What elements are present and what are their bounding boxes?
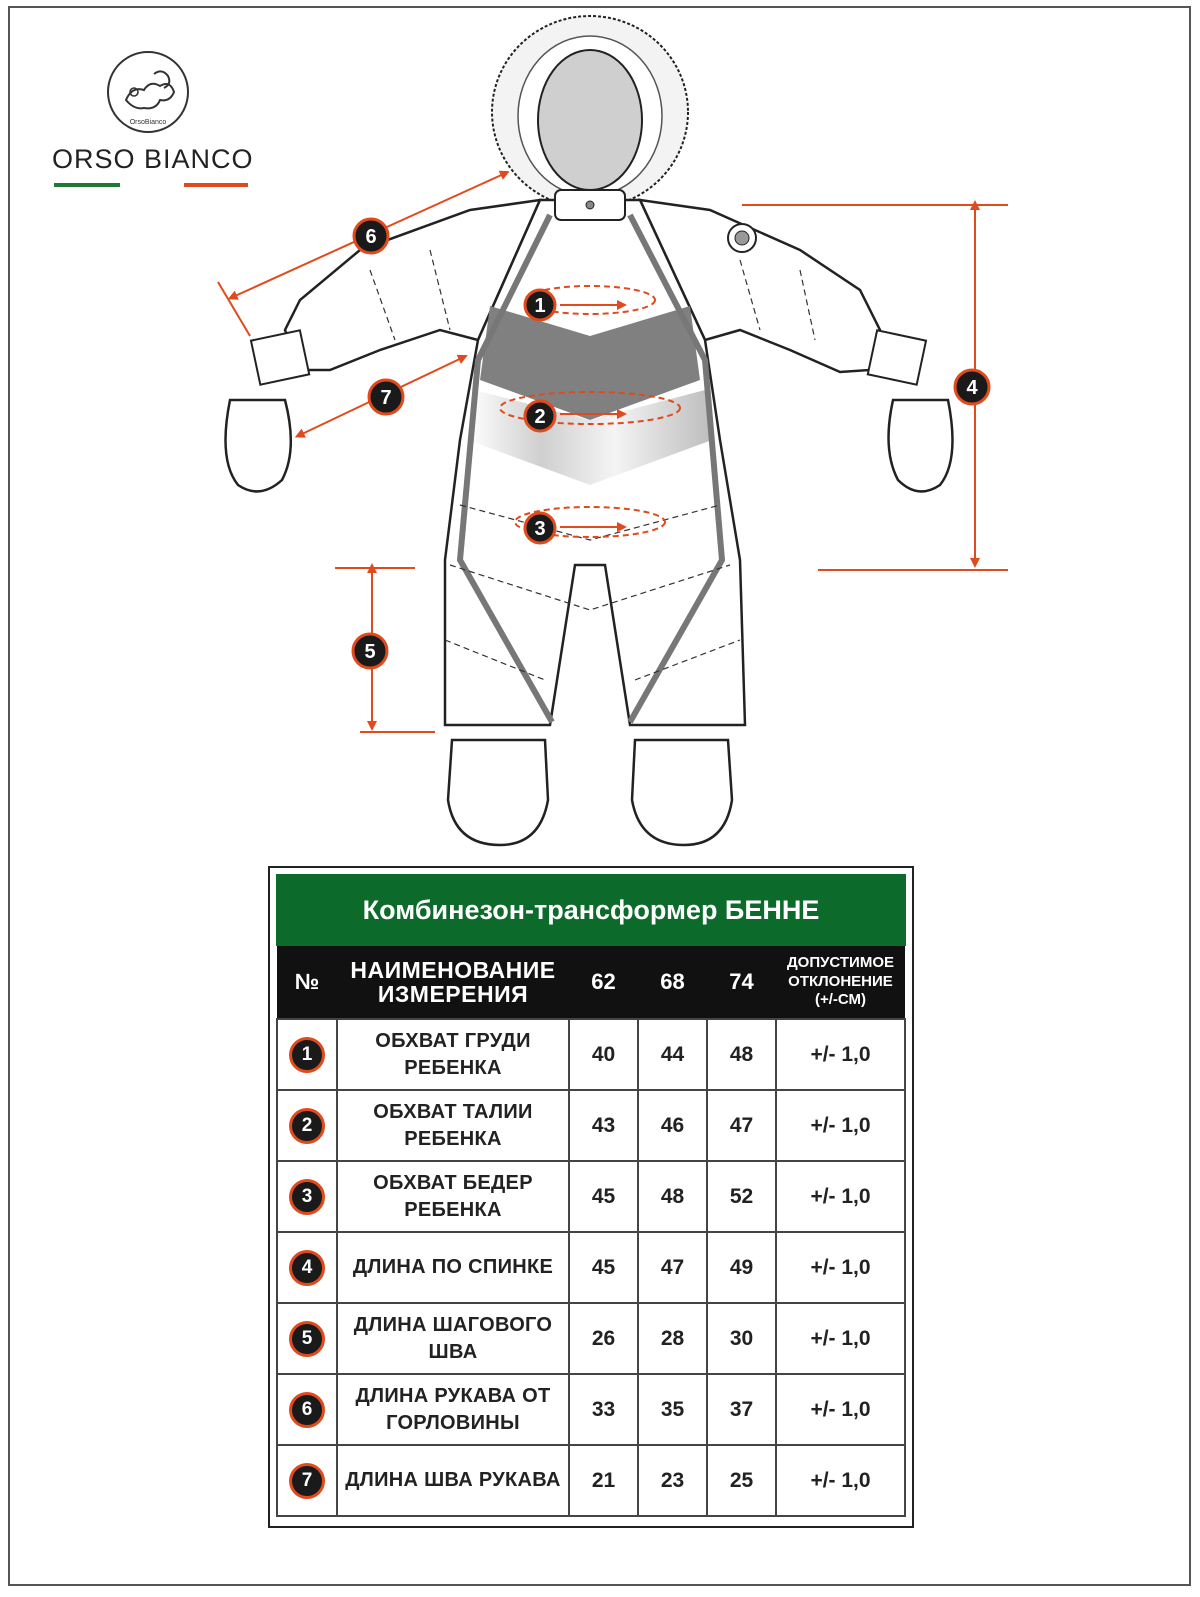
header-size-68: 68 xyxy=(638,946,707,1019)
row-number-badge: 3 xyxy=(289,1179,325,1215)
row-number-badge: 2 xyxy=(289,1108,325,1144)
measurement-name: ДЛИНА ПО СПИНКЕ xyxy=(337,1232,569,1303)
size-table xyxy=(276,946,906,1517)
measurement-name: ДЛИНА РУКАВА ОТ ГОРЛОВИНЫ xyxy=(337,1374,569,1445)
table-row xyxy=(277,1303,905,1374)
svg-text:4: 4 xyxy=(966,377,978,399)
logo-mark-text: OrsoBianco xyxy=(129,119,167,126)
value-62: 40 xyxy=(569,1019,638,1090)
svg-text:6: 6 xyxy=(365,226,377,248)
value-62: 26 xyxy=(569,1303,638,1374)
value-74: 48 xyxy=(707,1019,776,1090)
tolerance-value: +/- 1,0 xyxy=(776,1232,905,1303)
size-table-container xyxy=(268,866,914,1528)
header-name: НАИМЕНОВАНИЕ ИЗМЕРЕНИЯ xyxy=(337,946,569,1019)
value-74: 37 xyxy=(707,1374,776,1445)
value-62: 43 xyxy=(569,1090,638,1161)
size-table-header xyxy=(277,946,905,1019)
table-row xyxy=(277,1019,905,1090)
hood-fur xyxy=(492,16,688,208)
measurement-name: ОБХВАТ ГРУДИ РЕБЕНКА xyxy=(337,1019,569,1090)
measurement-name: ДЛИНА ШАГОВОГО ШВА xyxy=(337,1303,569,1374)
collar-button xyxy=(586,201,594,209)
row-number-badge: 5 xyxy=(289,1321,325,1357)
tolerance-value: +/- 1,0 xyxy=(776,1161,905,1232)
marker-5 xyxy=(353,634,387,668)
svg-text:2: 2 xyxy=(534,406,546,428)
value-62: 45 xyxy=(569,1232,638,1303)
marker-6 xyxy=(354,219,388,253)
header-tolerance: ДОПУСТИМОЕ ОТКЛОНЕНИЕ (+/-СМ) xyxy=(776,946,905,1019)
svg-text:7: 7 xyxy=(380,387,392,409)
tolerance-value: +/- 1,0 xyxy=(776,1090,905,1161)
header-num: № xyxy=(277,946,337,1019)
header-size-62: 62 xyxy=(569,946,638,1019)
value-62: 33 xyxy=(569,1374,638,1445)
row-number-badge: 4 xyxy=(289,1250,325,1286)
svg-text:3: 3 xyxy=(534,518,546,540)
row-number-badge: 6 xyxy=(289,1392,325,1428)
table-row xyxy=(277,1374,905,1445)
marker-7 xyxy=(369,380,403,414)
value-74: 52 xyxy=(707,1161,776,1232)
booties xyxy=(448,740,732,845)
brand-name: ORSO BIANCO xyxy=(52,144,254,174)
tolerance-value: +/- 1,0 xyxy=(776,1445,905,1516)
header-size-74: 74 xyxy=(707,946,776,1019)
value-62: 45 xyxy=(569,1161,638,1232)
value-68: 47 xyxy=(638,1232,707,1303)
value-74: 47 xyxy=(707,1090,776,1161)
right-cuff xyxy=(868,330,926,384)
tolerance-value: +/- 1,0 xyxy=(776,1374,905,1445)
size-table-title: Комбинезон-трансформер БЕННЕ xyxy=(276,874,906,946)
measurement-name: ОБХВАТ ТАЛИИ РЕБЕНКА xyxy=(337,1090,569,1161)
marker-1 xyxy=(525,290,555,320)
row-number-badge: 1 xyxy=(289,1037,325,1073)
table-row xyxy=(277,1232,905,1303)
value-68: 23 xyxy=(638,1445,707,1516)
marker-2 xyxy=(525,401,555,431)
value-74: 30 xyxy=(707,1303,776,1374)
value-68: 28 xyxy=(638,1303,707,1374)
value-68: 48 xyxy=(638,1161,707,1232)
value-68: 46 xyxy=(638,1090,707,1161)
table-row xyxy=(277,1161,905,1232)
measurement-name: ОБХВАТ БЕДЕР РЕБЕНКА xyxy=(337,1161,569,1232)
svg-text:1: 1 xyxy=(534,295,546,317)
tolerance-value: +/- 1,0 xyxy=(776,1303,905,1374)
marker-4 xyxy=(955,370,989,404)
row-number-badge: 7 xyxy=(289,1463,325,1499)
value-62: 21 xyxy=(569,1445,638,1516)
value-74: 25 xyxy=(707,1445,776,1516)
left-cuff xyxy=(251,330,309,384)
value-68: 44 xyxy=(638,1019,707,1090)
table-row xyxy=(277,1090,905,1161)
measurement-name: ДЛИНА ШВА РУКАВА xyxy=(337,1445,569,1516)
value-74: 49 xyxy=(707,1232,776,1303)
table-row xyxy=(277,1445,905,1516)
tolerance-value: +/- 1,0 xyxy=(776,1019,905,1090)
svg-text:5: 5 xyxy=(364,641,376,663)
value-68: 35 xyxy=(638,1374,707,1445)
marker-3 xyxy=(525,513,555,543)
